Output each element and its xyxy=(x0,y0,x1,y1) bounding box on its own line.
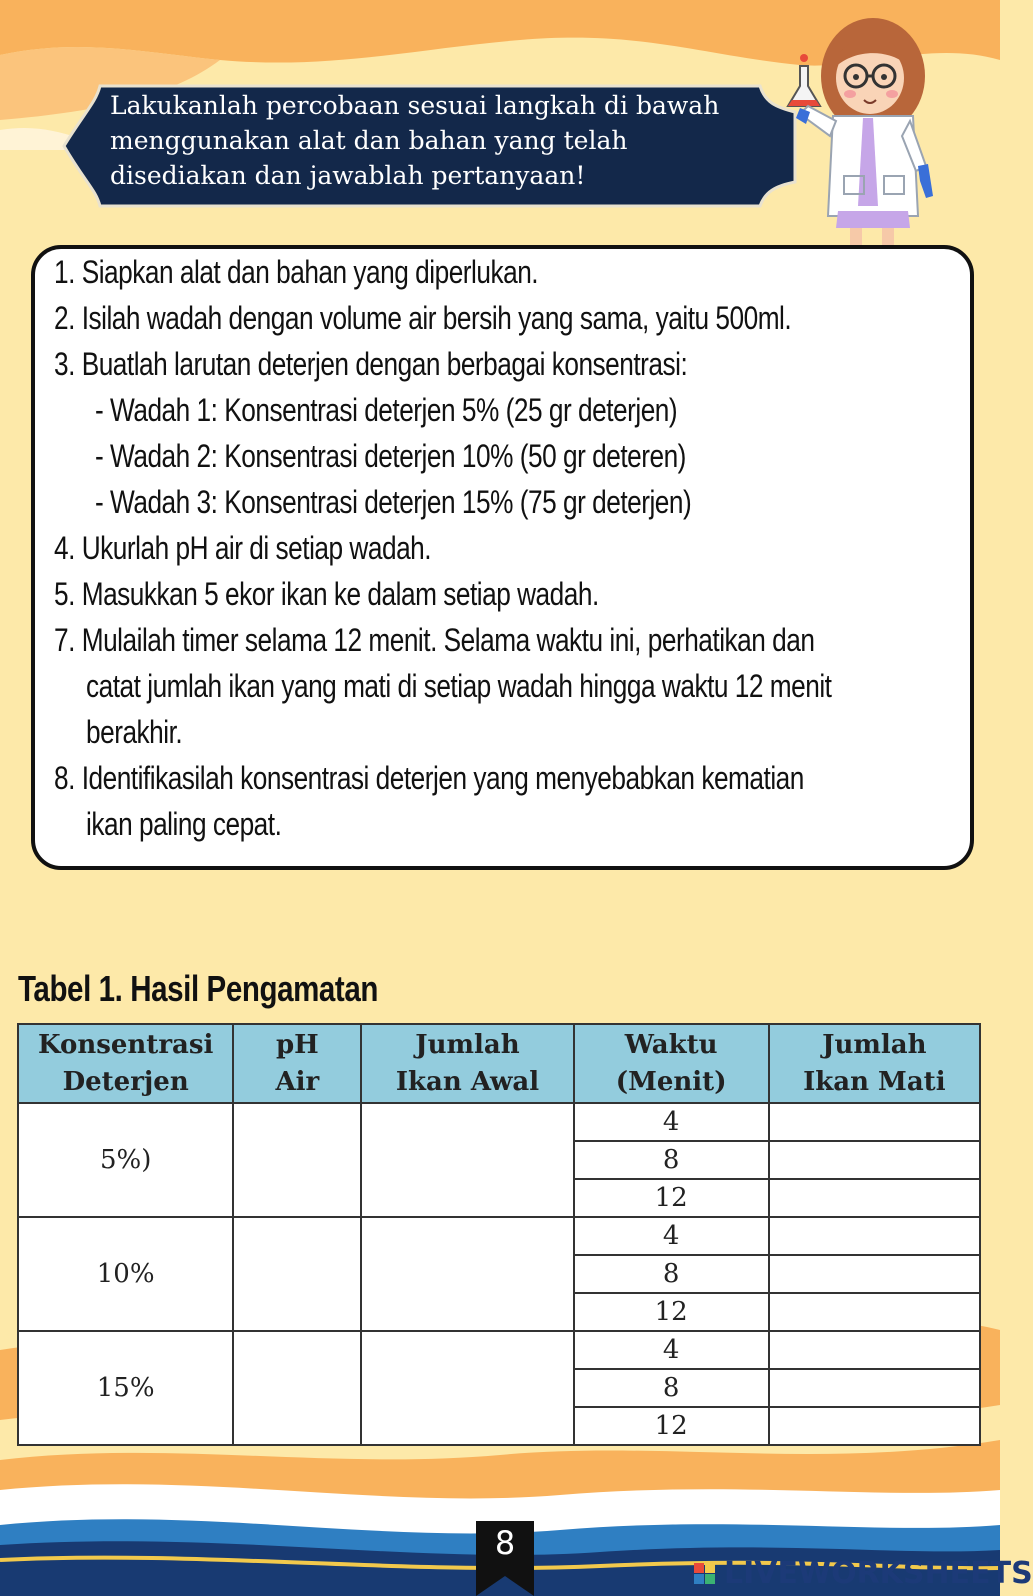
procedure-step: ikan paling cepat. xyxy=(86,806,282,842)
time-cell: 8 xyxy=(574,1369,769,1407)
header-dead-fish: Jumlah Ikan Mati xyxy=(769,1024,980,1103)
procedure-step: 8. Identifikasilah konsentrasi deterjen yang menyebabkan kematian xyxy=(54,760,804,796)
header-time: Waktu (Menit) xyxy=(574,1024,769,1103)
dead-fish-input-cell[interactable] xyxy=(769,1255,980,1293)
brand-name: LIVEWORKSHEETS xyxy=(724,1556,1033,1591)
procedure-step: 3. Buatlah larutan deterjen dengan berbagai konsentrasi: xyxy=(54,346,688,382)
header-concentration: Konsentrasi Deterjen xyxy=(18,1024,233,1103)
instruction-line: Lakukanlah percobaan sesuai langkah di bawah xyxy=(110,91,720,120)
procedure-step: 5. Masukkan 5 ekor ikan ke dalam setiap wadah. xyxy=(54,576,599,612)
ph-input-cell[interactable] xyxy=(233,1331,361,1445)
concentration-cell: 10% xyxy=(18,1217,233,1331)
ph-input-cell[interactable] xyxy=(233,1103,361,1217)
procedure-step: - Wadah 2: Konsentrasi deterjen 10% (50 gr deteren) xyxy=(95,438,686,474)
initial-fish-input-cell[interactable] xyxy=(361,1331,573,1445)
dead-fish-input-cell[interactable] xyxy=(769,1103,980,1141)
procedure-step: 2. Isilah wadah dengan volume air bersih yang sama, yaitu 500ml. xyxy=(54,300,792,336)
table-row xyxy=(18,1103,980,1141)
header-ph: pH Air xyxy=(233,1024,361,1103)
table-header-row xyxy=(18,1024,980,1103)
page-number: 8 xyxy=(494,1524,516,1562)
time-cell: 4 xyxy=(574,1217,769,1255)
dead-fish-input-cell[interactable] xyxy=(769,1369,980,1407)
procedure-step: - Wadah 1: Konsentrasi deterjen 5% (25 gr deterjen) xyxy=(95,392,678,428)
dead-fish-input-cell[interactable] xyxy=(769,1217,980,1255)
concentration-cell: 5%) xyxy=(18,1103,233,1217)
concentration-cell: 15% xyxy=(18,1331,233,1445)
header-initial-fish: Jumlah Ikan Awal xyxy=(361,1024,573,1103)
table-row xyxy=(18,1331,980,1369)
time-cell: 8 xyxy=(574,1141,769,1179)
instruction-text xyxy=(110,88,800,193)
dead-fish-input-cell[interactable] xyxy=(769,1293,980,1331)
procedure-step: catat jumlah ikan yang mati di setiap wadah hingga waktu 12 menit xyxy=(86,668,832,704)
initial-fish-input-cell[interactable] xyxy=(361,1103,573,1217)
procedure-step: 7. Mulailah timer selama 12 menit. Selama waktu ini, perhatikan dan xyxy=(54,622,815,658)
ph-input-cell[interactable] xyxy=(233,1217,361,1331)
procedure-step: 1. Siapkan alat dan bahan yang diperlukan. xyxy=(54,254,539,290)
table-row xyxy=(18,1217,980,1255)
instruction-line: disediakan dan jawablah pertanyaan! xyxy=(110,161,586,190)
dead-fish-input-cell[interactable] xyxy=(769,1407,980,1445)
time-cell: 4 xyxy=(574,1103,769,1141)
time-cell: 12 xyxy=(574,1293,769,1331)
scientist-illustration xyxy=(778,6,948,276)
dead-fish-input-cell[interactable] xyxy=(769,1331,980,1369)
time-cell: 12 xyxy=(574,1179,769,1217)
procedure-step: - Wadah 3: Konsentrasi deterjen 15% (75 gr deterjen) xyxy=(95,484,692,520)
dead-fish-input-cell[interactable] xyxy=(769,1179,980,1217)
procedure-step: 4. Ukurlah pH air di setiap wadah. xyxy=(54,530,432,566)
dead-fish-input-cell[interactable] xyxy=(769,1141,980,1179)
instruction-line: menggunakan alat dan bahan yang telah xyxy=(110,126,628,155)
table-title: Tabel 1. Hasil Pengamatan xyxy=(18,968,378,1009)
initial-fish-input-cell[interactable] xyxy=(361,1217,573,1331)
time-cell: 12 xyxy=(574,1407,769,1445)
observation-table xyxy=(17,1023,981,1446)
time-cell: 4 xyxy=(574,1331,769,1369)
procedure-step: berakhir. xyxy=(86,714,183,750)
time-cell: 8 xyxy=(574,1255,769,1293)
